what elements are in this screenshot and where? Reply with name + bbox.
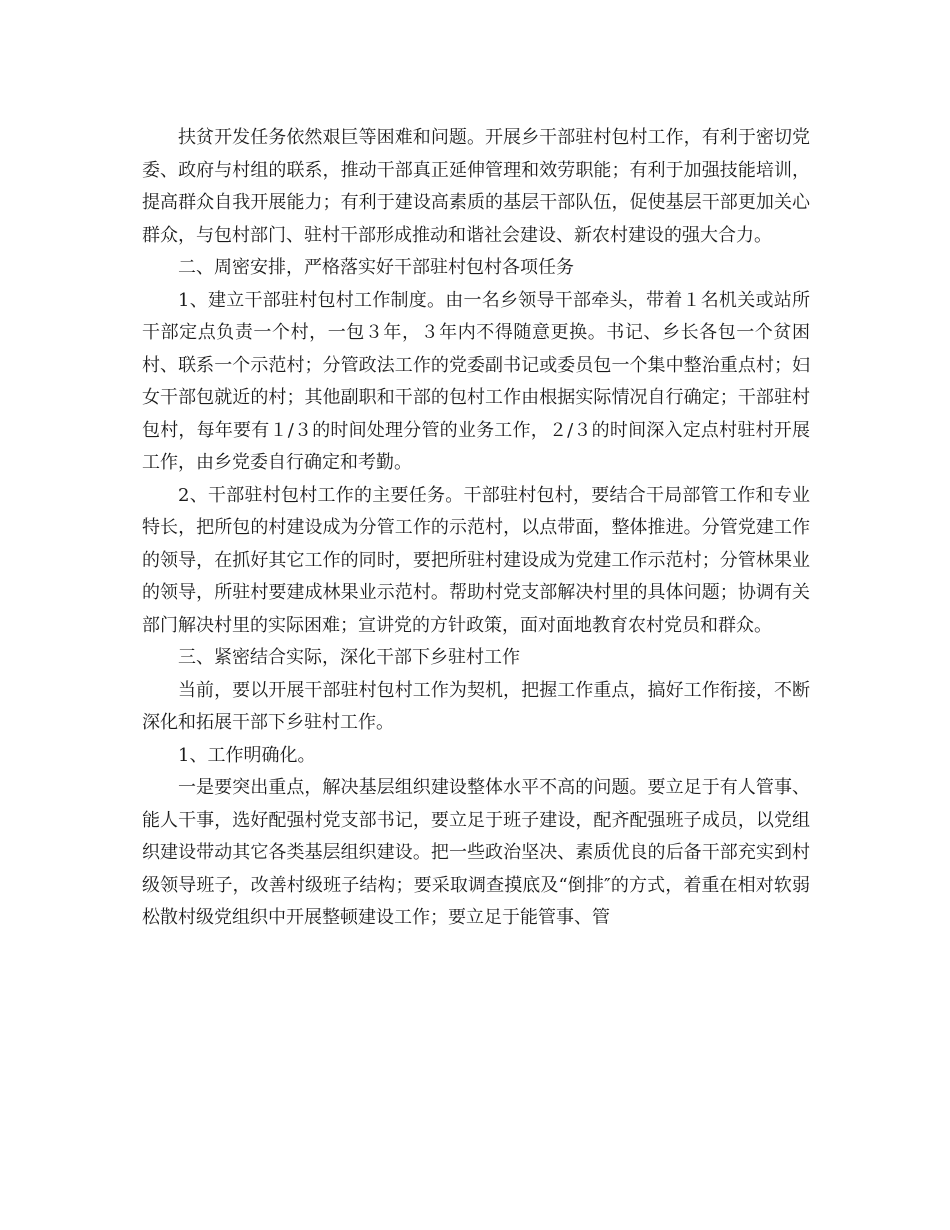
document-page (142, 122, 810, 935)
paragraph-intro: 扶贫开发任务依然艰巨等困难和问题。开展乡干部驻村包村工作，有利于密切党委、政府与村组的联系，推动干部真正延伸管理和效劳职能；有利于加强技能培训，提高群众自我开展能力；有利于建设高素质的基层干部队伍，促使基层干部更加关心群众，与包村部门、驻村干部形成推动和谐社会建设、新农村建设的强大合力。 (142, 127, 810, 246)
paragraph-item-2: 2、干部驻村包村工作的主要任务。干部驻村包村，要结合干局部管工作和专业特长，把所包的村建设成为分管工作的示范村，以点带面，整体推进。分管党建工作的领导，在抓好其它工作的同时，要把所驻村建设成为党建工作示范村；分管林果业的领导，所驻村要建成林果业示范村。帮助村党支部解决村里的具体问题；协调有关部门解决村里的实际困难；宣讲党的方针政策，面对面地教育农村党员和群众。 (142, 484, 810, 636)
paragraph-item-1: 1、建立干部驻村包村工作制度。由一名乡领导干部牵头，带着１名机关或站所干部定点负责一个村，一包３年，３年内不得随意更换。书记、乡长各包一个贫困村、联系一个示范村；分管政法工作的党委副书记或委员包一个集中整治重点村；妇女干部包就近的村；其他副职和干部的包村工作由根据实际情况自行确定；干部驻村包村，每年要有１/３的时间处理分管的业务工作，２/３的时间深入定点村驻村开展工作，由乡党委自行确定和考勤。 (142, 289, 810, 473)
section-heading-3: 三、紧密结合实际，深化干部下乡驻村工作 (178, 647, 520, 668)
paragraph-focus: 一是要突出重点，解决基层组织建设整体水平不高的问题。要立足于有人管事、能人干事，选好配强村党支部书记，要立足于班子建设，配齐配强班子成员，以党组织建设带动其它各类基层组织建设。把一些政治坚决、素质优良的后备干部充实到村级领导班子，改善村级班子结构；要采取调查摸底及“倒排″的方式，着重在相对软弱松散村级党组织中开展整顿建设工作；要立足于能管事、管 (142, 777, 810, 928)
subheading-work-clarity: 1、工作明确化。 (178, 744, 316, 766)
section-heading-2: 二、周密安排，严格落实好干部驻村包村各项任务 (178, 257, 574, 278)
paragraph-current: 当前，要以开展干部驻村包村工作为契机，把握工作重点，搞好工作衔接，不断深化和拓展干部下乡驻村工作。 (142, 679, 810, 733)
